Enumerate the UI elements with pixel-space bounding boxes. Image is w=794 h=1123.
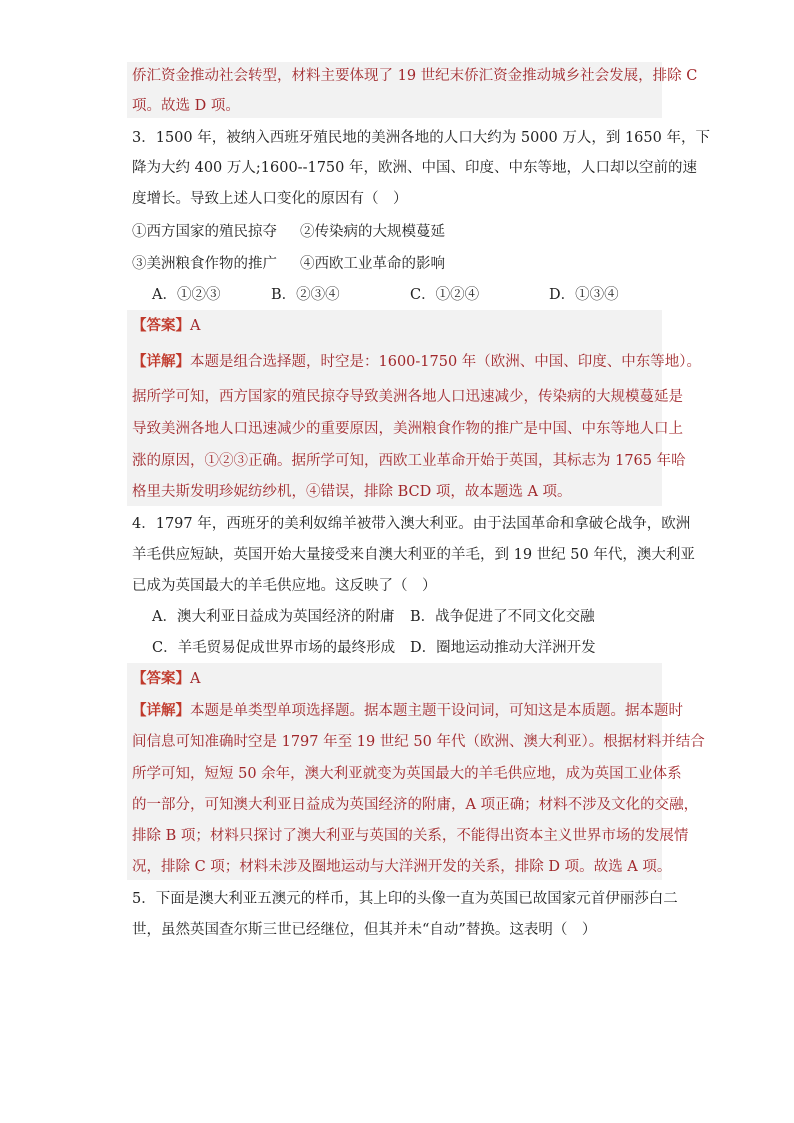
q4-stem-line-3: 已成为英国最大的羊毛供应地。这反映了（ ） [132, 578, 437, 594]
q4-option-a: A．澳大利亚日益成为英国经济的附庸 [152, 609, 395, 625]
q4-option-b: B．战争促进了不同文化交融 [410, 609, 595, 625]
q4-answer [132, 669, 200, 689]
q3-statement-3: ③美洲粮食作物的推广 [132, 256, 277, 272]
q3-detail-text-1: 本题是组合选择题，时空是：1600-1750 年（欧洲、中国、印度、中东等地）。 [190, 354, 702, 370]
q4-detail-line-3: 所学可知，短短 50 余年，澳大利亚就变为英国最大的羊毛供应地，成为英国工业体系 [132, 766, 682, 782]
q4-answer-value: A [190, 671, 201, 687]
q3-stem-line-2: 降为大约 400 万人;1600--1750 年，欧洲、中国、印度、中东等地，人口却以空前的速 [132, 160, 697, 176]
q4-option-c: C．羊毛贸易促成世界市场的最终形成 [152, 640, 396, 656]
q5-stem-line-2: 世，虽然英国查尔斯三世已经继位，但其并未“自动”替换。这表明（ ） [132, 922, 597, 938]
q3-answer-label: 【答案】 [132, 317, 190, 334]
q3-statement-1: ①西方国家的殖民掠夺 [132, 224, 277, 240]
q4-answer-label: 【答案】 [132, 670, 190, 687]
q3-detail-label: 【详解】 [132, 353, 190, 370]
q4-option-d: D．圈地运动推动大洋洲开发 [410, 640, 596, 656]
q4-detail-line-6: 况，排除 C 项；材料未涉及圈地运动与大洋洲开发的关系，排除 D 项。故选 A 项。 [132, 859, 672, 875]
q3-detail-line-4: 涨的原因，①②③正确。据所学可知，西欧工业革命开始于英国，其标志为 1765 年哈 [132, 453, 686, 469]
q4-detail-line-2: 间信息可知准确时空是 1797 年至 19 世纪 50 年代（欧洲、澳大利亚）。根据材料并结合 [132, 734, 705, 750]
q4-detail-line-1 [132, 701, 683, 721]
q3-option-d: D．①③④ [549, 287, 619, 303]
q3-stem-line-3: 度增长。导致上述人口变化的原因有（ ） [132, 191, 408, 207]
q4-detail-text-1: 本题是单类型单项选择题。据本题主题干设问词，可知这是本质题。据本题时 [190, 703, 683, 719]
q3-answer-value: A [190, 318, 201, 334]
q4-detail-line-4: 的一部分，可知澳大利亚日益成为英国经济的附庸，A 项正确；材料不涉及文化的交融， [132, 797, 699, 813]
q4-stem-line-2: 羊毛供应短缺，英国开始大量接受来自澳大利亚的羊毛，到 19 世纪 50 年代，澳大利亚 [132, 547, 695, 563]
q3-option-b: B．②③④ [271, 287, 340, 303]
q4-detail-label: 【详解】 [132, 702, 190, 719]
q3-detail-line-1 [132, 352, 701, 372]
q3-answer-block [127, 310, 662, 506]
q4-detail-line-5: 排除 B 项；材料只探讨了澳大利亚与英国的关系，不能得出资本主义世界市场的发展情 [132, 828, 689, 844]
q3-option-a: A．①②③ [152, 287, 221, 303]
q3-detail-line-2: 据所学可知，西方国家的殖民掠夺导致美洲各地人口迅速减少，传染病的大规模蔓延是 [132, 389, 683, 405]
q3-detail-line-3: 导致美洲各地人口迅速减少的重要原因，美洲粮食作物的推广是中国、中东等地人口上 [132, 421, 683, 437]
q3-detail-line-5: 格里夫斯发明珍妮纺纱机，④错误，排除 BCD 项，故本题选 A 项。 [132, 484, 572, 500]
previous-answer-line-2: 项。故选 D 项。 [132, 98, 240, 114]
q4-stem-line-1: 4．1797 年，西班牙的美利奴绵羊被带入澳大利亚。由于法国革命和拿破仑战争，欧洲 [132, 516, 691, 532]
previous-answer-line-1: 侨汇资金推动社会转型，材料主要体现了 19 世纪末侨汇资金推动城乡社会发展，排除 C [132, 68, 698, 84]
q3-statement-2: ②传染病的大规模蔓延 [300, 224, 445, 240]
q5-stem-line-1: 5．下面是澳大利亚五澳元的样币，其上印的头像一直为英国已故国家元首伊丽莎白二 [132, 891, 678, 907]
q3-statement-4: ④西欧工业革命的影响 [300, 256, 445, 272]
q3-option-c: C．①②④ [410, 287, 480, 303]
q3-stem-line-1: 3．1500 年，被纳入西班牙殖民地的美洲各地的人口大约为 5000 万人，到 1650 年，下 [132, 130, 710, 146]
q3-answer [132, 316, 200, 336]
